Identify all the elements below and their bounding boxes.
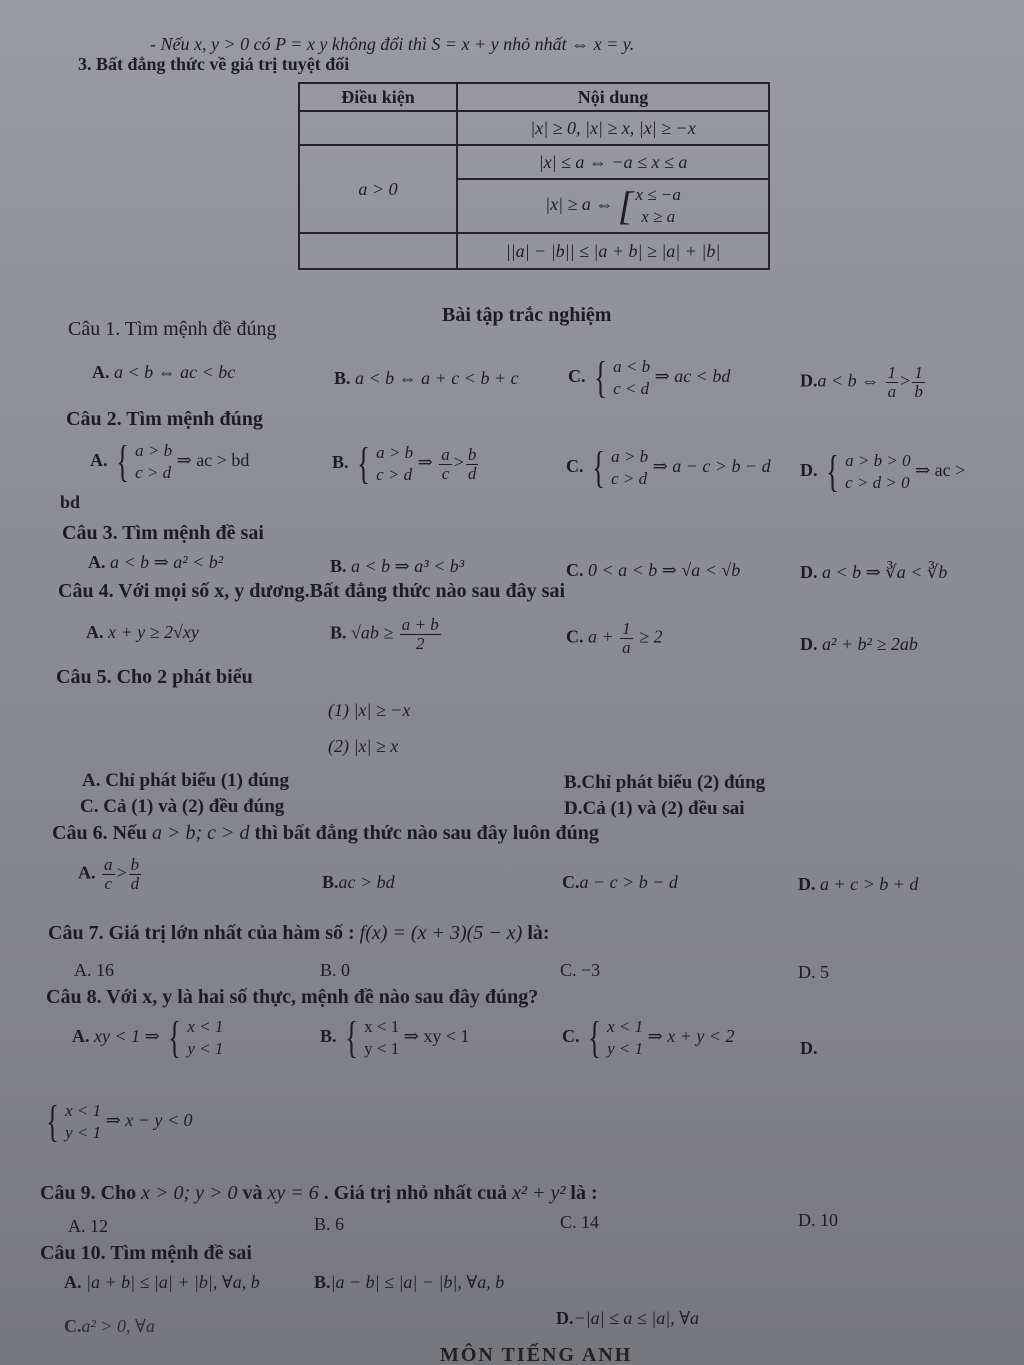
q4-option-d[interactable] — [800, 634, 918, 655]
q5-statement-1: (1) |x| ≥ −x — [328, 700, 411, 720]
intro-line: - Nếu x, y > 0 có P = x y không đổi thì S = x + y nhỏ nhất ⇔ x = y. — [150, 34, 635, 54]
option-text: ⇒ xy < 1 — [403, 1026, 470, 1047]
option-label: C. — [566, 560, 584, 580]
system-line: x < 1 — [607, 1017, 644, 1036]
fraction — [620, 620, 633, 657]
q1-option-c[interactable] — [568, 353, 731, 402]
denominator: a — [887, 382, 897, 401]
system-line: y < 1 — [364, 1039, 400, 1058]
system-brace — [822, 447, 911, 496]
option-label: D. — [800, 460, 818, 481]
q1-title-text: Câu 1. Tìm mệnh đề đúng — [68, 318, 277, 340]
brace-glyph: { — [592, 443, 605, 492]
option-label: B. — [320, 1026, 337, 1047]
fraction — [102, 856, 115, 893]
title-text: . Giá trị nhỏ nhất cuả — [323, 1182, 508, 1204]
system-line: c > d — [376, 465, 413, 484]
next-section-heading: MÔN TIẾNG ANH — [440, 1344, 633, 1365]
denominator: a — [622, 638, 631, 657]
option-label: B. — [334, 368, 351, 388]
title-text: Câu 7. Giá trị lớn nhất của hàm số : — [48, 922, 355, 944]
system-lines — [635, 184, 680, 228]
q7-option-a[interactable]: A. 16 — [74, 960, 114, 980]
numerator: b — [467, 444, 477, 464]
numerator: 1 — [887, 363, 897, 382]
q3-option-a[interactable] — [88, 552, 223, 573]
option-text: a² + b² ≥ 2ab — [822, 634, 918, 654]
option-label: C. — [568, 366, 586, 387]
option-label: B. — [322, 872, 339, 892]
option-label: A. — [86, 622, 104, 642]
bracket-glyph: [ — [617, 183, 634, 228]
question-4-title: Câu 4. Với mọi số x, y dương.Bất đẳng thức nào sau đây sai — [58, 580, 566, 602]
option-label: C. — [562, 872, 580, 892]
system-lines — [613, 356, 650, 400]
brace-glyph: { — [116, 437, 129, 486]
title-text: thì bất đẳng thức nào sau đây luôn đúng — [254, 822, 599, 844]
option-text: a² > 0, ∀a — [81, 1316, 155, 1336]
fraction — [129, 856, 142, 893]
system-line: a < b — [613, 357, 651, 376]
system-line: a > b > 0 — [845, 451, 911, 470]
option-text: ⇒ ac < bd — [654, 366, 731, 387]
system-line: a > b — [611, 447, 649, 466]
q7-option-d[interactable]: D. 5 — [798, 962, 829, 982]
numerator: 1 — [622, 619, 631, 638]
denominator: c — [441, 463, 450, 483]
operator: > — [116, 862, 127, 883]
q5-option-c[interactable]: C. Cả (1) và (2) đều đúng — [80, 796, 285, 817]
option-text: ≥ 2 — [639, 626, 663, 647]
option-text: a − c > b − d — [579, 872, 678, 892]
table-header: Điều kiện — [299, 83, 457, 111]
q7-option-c[interactable]: C. −3 — [560, 960, 601, 980]
option-text: xy < 1 ⇒ — [94, 1026, 160, 1047]
question-9-title — [40, 1182, 598, 1205]
q3-option-c[interactable] — [566, 560, 740, 581]
question-8-title: Câu 8. Với x, y là hai số thực, mệnh đề nào sau đây đúng? — [46, 986, 539, 1008]
q5-option-b[interactable]: B.Chỉ phát biểu (2) đúng — [564, 772, 766, 793]
q9-option-b[interactable]: B. 6 — [314, 1214, 345, 1234]
denominator: 2 — [416, 634, 425, 653]
q9-option-a[interactable]: A. 12 — [68, 1216, 108, 1236]
option-text: 0 < a < b ⇒ √a < √b — [588, 560, 741, 580]
option-label: B. — [314, 1272, 331, 1292]
question-2-title: Câu 2. Tìm mệnh đúng — [66, 408, 263, 430]
q5-option-a[interactable]: A. Chỉ phát biểu (1) đúng — [82, 770, 289, 791]
option-label: B. — [330, 622, 347, 643]
q2-option-d[interactable] — [800, 447, 966, 496]
exercise-title: Bài tập trắc nghiệm — [442, 304, 612, 326]
denominator: d — [467, 463, 477, 483]
option-text: ⇒ x + y < 2 — [647, 1026, 735, 1047]
title-math: f(x) = (x + 3)(5 − x) — [359, 922, 523, 944]
system-line: x < 1 — [364, 1017, 400, 1036]
option-text: a < b ⇒ a³ < b³ — [351, 556, 465, 576]
table-row — [299, 145, 769, 179]
cell-text: |x| ≥ a ⇔ — [545, 194, 614, 215]
q1-option-a[interactable] — [92, 362, 235, 383]
system-lines — [187, 1016, 223, 1060]
option-label: C. — [566, 626, 584, 647]
q5-statement-2: (2) |x| ≥ x — [328, 736, 399, 756]
option-label: D. — [800, 562, 818, 582]
option-text: a < b ⇔ ac < bc — [114, 362, 236, 382]
option-text: ⇒ ac > — [915, 460, 966, 481]
q3-option-b[interactable] — [330, 556, 464, 577]
q2-option-b[interactable] — [332, 439, 480, 488]
numerator: a — [104, 855, 113, 874]
question-1-title — [68, 318, 277, 341]
q2-option-a[interactable] — [90, 437, 250, 486]
q6-option-d[interactable] — [798, 874, 918, 895]
question-6-title — [52, 822, 599, 845]
q4-option-a[interactable] — [86, 622, 199, 643]
system-lines — [376, 442, 413, 486]
option-text: ⇒ a − c > b − d — [652, 456, 771, 477]
brace-glyph: { — [588, 1013, 601, 1062]
option-text: a < b ⇒ ∛a < ∛b — [822, 562, 948, 582]
option-text: −|a| ≤ a ≤ |a|, ∀a — [573, 1308, 700, 1328]
brace-glyph: { — [594, 353, 607, 402]
system-lines — [845, 450, 910, 494]
option-text: x + y ≥ 2√xy — [108, 622, 199, 642]
q9-option-d[interactable]: D. 10 — [798, 1210, 838, 1230]
system-brace — [341, 1013, 400, 1062]
q10-option-b[interactable] — [314, 1272, 504, 1293]
system-lines — [135, 440, 172, 484]
option-text: a + c > b + d — [820, 874, 919, 894]
section-title: 3. Bất đẳng thức về giá trị tuyệt đối — [78, 54, 350, 74]
numerator: a — [441, 444, 450, 464]
fraction — [400, 616, 441, 653]
brace-glyph: { — [168, 1013, 182, 1062]
q7-option-b[interactable]: B. 0 — [320, 960, 351, 980]
system-bracket — [618, 184, 681, 228]
option-label: C. — [64, 1316, 82, 1336]
table-header-row — [299, 83, 769, 111]
question-7-title — [48, 922, 550, 945]
table-cell: ||a| − |b|| ≤ |a + b| ≥ |a| + |b| — [457, 233, 769, 269]
option-label: A. — [78, 862, 96, 883]
q3-option-d[interactable] — [800, 562, 947, 583]
q8-option-a[interactable] — [72, 1013, 224, 1062]
operator: ⇒ — [417, 452, 433, 473]
system-line: c > d > 0 — [845, 473, 910, 492]
fraction — [886, 364, 899, 401]
q10-option-d[interactable] — [556, 1308, 699, 1329]
table-row — [299, 233, 769, 269]
system-line: c > d — [135, 463, 172, 482]
numerator: a + b — [401, 615, 439, 634]
q9-option-c[interactable]: C. 14 — [560, 1212, 600, 1232]
table-cell: |x| ≥ 0, |x| ≥ x, |x| ≥ −x — [457, 111, 769, 145]
q10-option-a[interactable] — [64, 1272, 260, 1293]
operator: > — [453, 452, 464, 473]
option-label: A. — [72, 1026, 90, 1047]
q8-option-b[interactable] — [320, 1013, 470, 1062]
system-line: x ≥ a — [641, 207, 676, 226]
question-3-title: Câu 3. Tìm mệnh đề sai — [62, 522, 264, 544]
fraction — [912, 364, 925, 401]
q4-option-b[interactable] — [330, 616, 443, 653]
option-text: a < b ⇒ a² < b² — [110, 552, 224, 572]
q6-option-c[interactable] — [562, 872, 678, 893]
fraction — [439, 446, 452, 483]
system-line: x < 1 — [65, 1101, 102, 1120]
q2-option-d-wrap: bd — [60, 492, 81, 512]
denominator: d — [130, 874, 140, 893]
option-text: ⇒ x − y < 0 — [105, 1110, 193, 1131]
option-text: a < b ⇔ a + c < b + c — [355, 368, 519, 388]
option-text: |a + b| ≤ |a| + |b|, ∀a, b — [86, 1272, 260, 1292]
option-label: B. — [332, 452, 349, 473]
option-label: C. — [562, 1026, 580, 1047]
system-lines — [364, 1016, 399, 1060]
table-cell — [457, 179, 769, 233]
title-math: x² + y² — [512, 1182, 566, 1204]
q8-option-d[interactable] — [42, 1097, 193, 1146]
table-header: Nội dung — [457, 83, 769, 111]
system-lines — [611, 446, 648, 490]
system-lines — [65, 1100, 101, 1144]
system-brace — [164, 1013, 224, 1062]
q2-option-c[interactable] — [566, 443, 771, 492]
option-label: D. — [556, 1308, 574, 1328]
fraction — [466, 446, 479, 483]
brace-glyph: { — [826, 447, 839, 496]
q8-option-d-label[interactable]: D. — [800, 1038, 818, 1058]
denominator: b — [914, 382, 923, 401]
q6-option-a[interactable] — [78, 856, 143, 893]
system-brace — [588, 443, 649, 492]
numerator: b — [130, 855, 140, 874]
option-label: D. — [798, 874, 816, 894]
q1-option-b[interactable] — [334, 368, 519, 389]
q10-option-c[interactable] — [64, 1316, 155, 1337]
title-math: x > 0; y > 0 — [141, 1182, 238, 1204]
system-line: a > b — [135, 441, 173, 460]
table-cell — [299, 233, 457, 269]
system-line: x < 1 — [187, 1017, 224, 1036]
brace-glyph: { — [345, 1013, 358, 1062]
option-label: A. — [90, 450, 108, 471]
title-text: là: — [527, 922, 550, 944]
system-brace — [112, 437, 173, 486]
option-label: A. — [88, 552, 106, 572]
option-text: |a − b| ≤ |a| − |b|, ∀a, b — [330, 1272, 505, 1292]
q5-option-d[interactable]: D.Cả (1) và (2) đều sai — [564, 798, 745, 819]
system-brace — [584, 1013, 644, 1062]
abs-value-table — [298, 82, 770, 270]
option-label: A. — [64, 1272, 82, 1292]
title-text: là : — [570, 1182, 598, 1204]
q8-option-c[interactable] — [562, 1013, 735, 1062]
system-brace — [42, 1097, 102, 1146]
q4-option-c[interactable] — [566, 620, 663, 657]
option-label: B. — [330, 556, 347, 576]
option-text: ⇒ ac > bd — [176, 450, 250, 471]
brace-glyph: { — [357, 439, 370, 488]
system-line: c > d — [611, 469, 648, 488]
question-5-title: Câu 5. Cho 2 phát biểu — [56, 666, 253, 688]
system-line: y < 1 — [607, 1039, 644, 1058]
table-cell-condition: a > 0 — [299, 145, 457, 233]
system-line: c < d — [613, 379, 650, 398]
q1-option-d[interactable] — [800, 364, 927, 401]
system-line: y < 1 — [65, 1123, 102, 1142]
system-line: a > b — [376, 443, 414, 462]
table-cell: |x| ≤ a ⇔ −a ≤ x ≤ a — [457, 145, 769, 179]
title-math: a > b; c > d — [152, 822, 250, 844]
brace-glyph: { — [46, 1097, 59, 1146]
system-line: y < 1 — [187, 1039, 224, 1058]
question-10-title: Câu 10. Tìm mệnh đề sai — [40, 1242, 252, 1264]
option-label: D. — [800, 634, 818, 654]
system-brace — [590, 353, 651, 402]
option-text: ac > bd — [338, 872, 395, 892]
title-text: Câu 6. Nếu — [52, 822, 148, 844]
denominator: c — [104, 874, 113, 893]
title-math: xy = 6 — [267, 1182, 319, 1204]
option-label: A. — [92, 362, 110, 382]
system-brace — [353, 439, 414, 488]
option-text: a + — [588, 626, 614, 647]
table-row — [299, 111, 769, 145]
operator: > — [900, 370, 911, 391]
title-text: Câu 9. Cho — [40, 1182, 137, 1204]
system-line: x ≤ −a — [635, 185, 681, 204]
system-lines — [607, 1016, 643, 1060]
q6-option-b[interactable] — [322, 872, 395, 893]
numerator: 1 — [914, 363, 923, 382]
option-text: √ab ≥ — [351, 622, 394, 643]
title-text: và — [242, 1182, 263, 1204]
option-label: C. — [566, 456, 584, 477]
option-text: a < b ⇔ — [817, 370, 880, 391]
table-cell — [299, 111, 457, 145]
option-label: D. — [800, 370, 818, 391]
